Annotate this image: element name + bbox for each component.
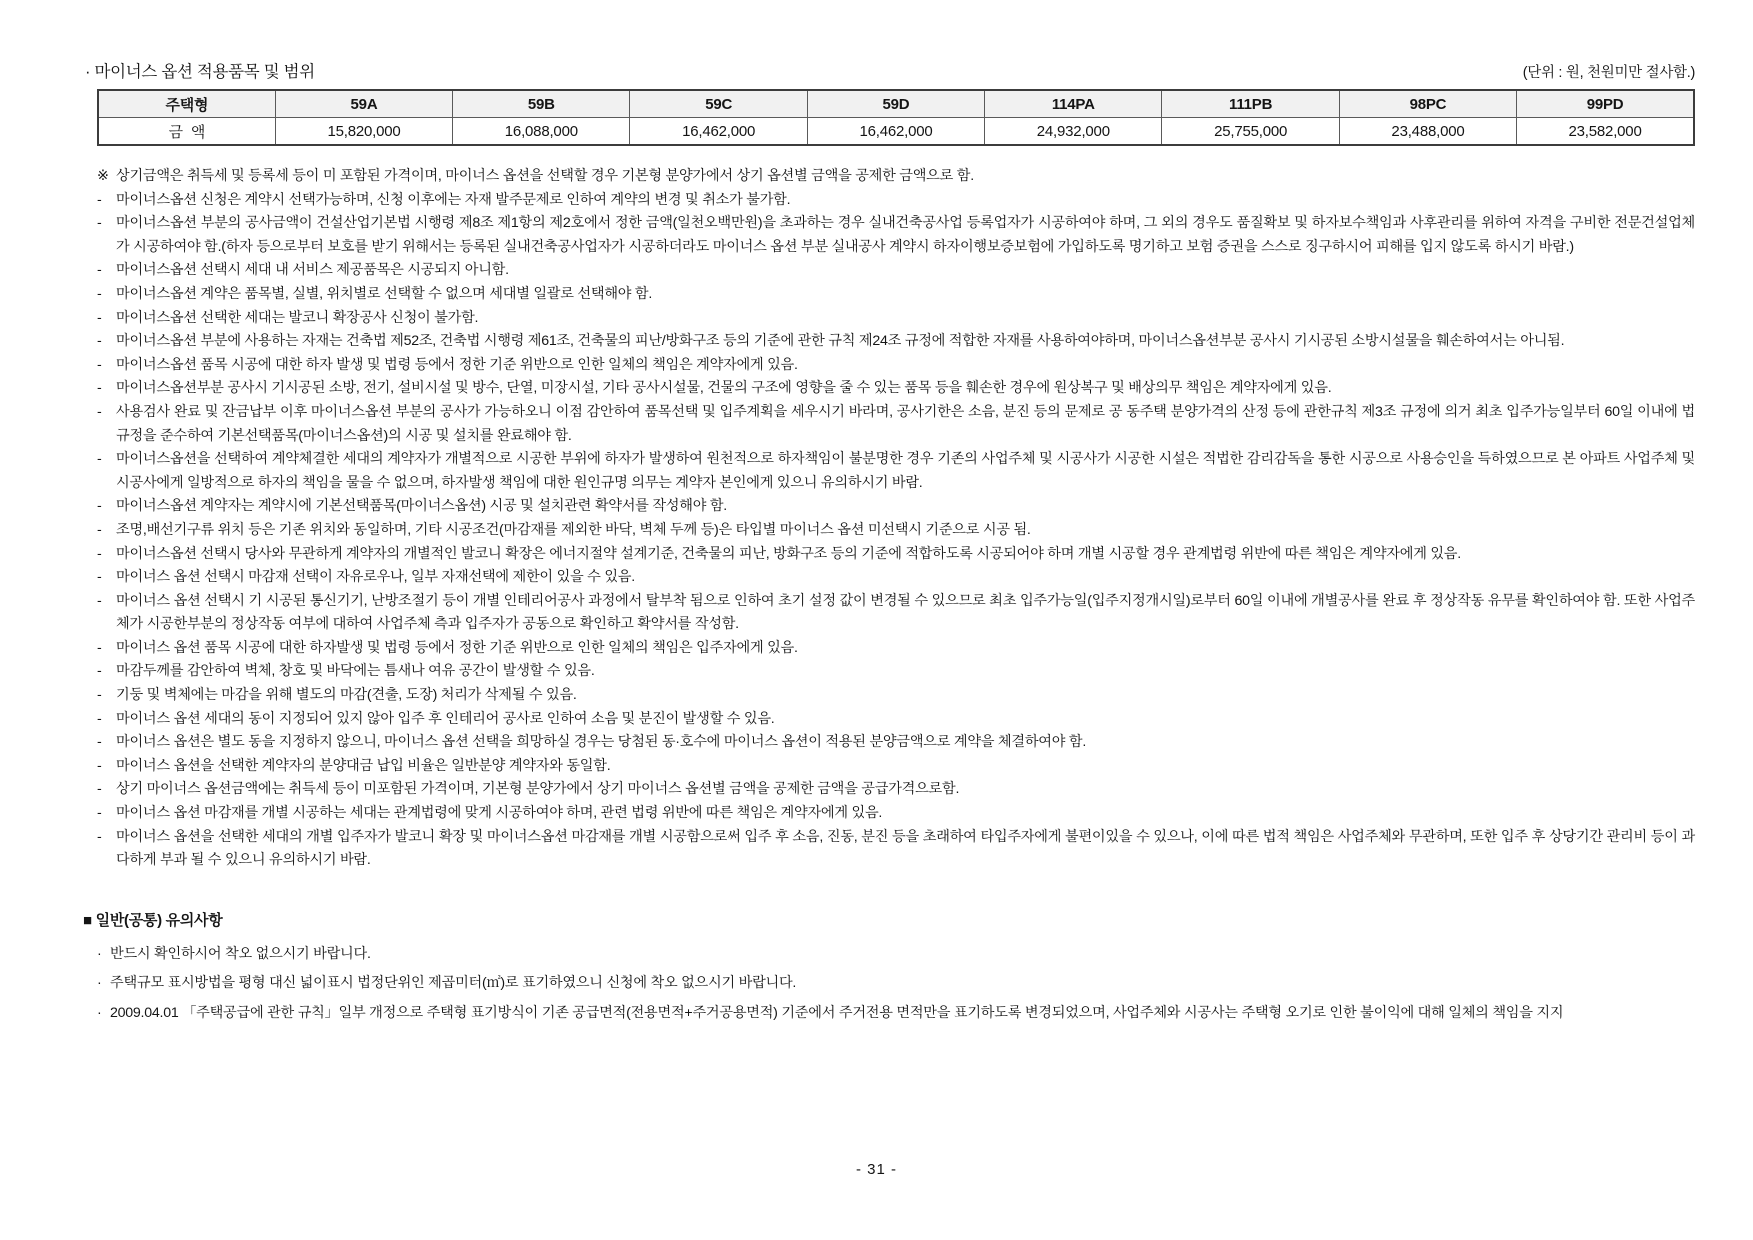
note-marker: - xyxy=(97,663,102,680)
note-text: 마이너스옵션 부분에 사용하는 자재는 건축법 제52조, 건축법 시행령 제61조, 건축물의 피난/방화구조 등의 기준에 관한 규칙 제24조 규정에 적합한 자재를 사용하여야하며, 마이너스옵션부분 공사시 기시공된 소방시설물을 훼손하여서는 아니됨. xyxy=(116,333,1565,350)
note-item xyxy=(97,637,1695,661)
note-text: 마이너스옵션 품목 시공에 대한 하자 발생 및 법령 등에서 정한 기준 위반으로 인한 일체의 책임은 계약자에게 있음. xyxy=(116,356,798,373)
note-item xyxy=(97,543,1695,567)
note-marker: - xyxy=(97,592,102,609)
table-header-row xyxy=(98,90,1694,118)
note-text: 마이너스옵션 계약자는 계약시에 기본선택품목(마이너스옵션) 시공 및 설치관련 확약서를 작성해야 함. xyxy=(116,498,727,515)
note-item xyxy=(97,448,1695,495)
amount-cell-111pb: 25,755,000 xyxy=(1162,118,1339,146)
note-item xyxy=(97,189,1695,213)
table-amount-row xyxy=(98,118,1694,146)
note-item xyxy=(97,731,1695,755)
note-text: 사용검사 완료 및 잔금납부 이후 마이너스옵션 부분의 공사가 가능하오니 이점 감안하여 품목선택 및 입주계획을 세우시기 바라며, 공사기한은 소음, 분진 등의 문제로 공 동주택 분양가격의 산정 등에 관한규칙 제3조 규정에 의거 최초 입주가능일부터 60일 이내에 법규정을 준수하여 기본선택품목(마이너스옵션)의 시공 및 설치를 완료해야 함. xyxy=(116,403,1695,444)
general-item xyxy=(97,969,1695,999)
note-marker: - xyxy=(97,828,102,845)
note-marker: - xyxy=(97,333,102,350)
col-header-99pd: 99PD xyxy=(1517,90,1694,118)
note-item xyxy=(97,566,1695,590)
general-items-list xyxy=(97,940,1695,1029)
note-marker: - xyxy=(97,734,102,751)
note-item xyxy=(97,259,1695,283)
note-item xyxy=(97,165,1695,189)
col-header-114pa: 114PA xyxy=(985,90,1162,118)
amount-cell-98pc: 23,488,000 xyxy=(1339,118,1516,146)
note-text: 조명,배선기구류 위치 등은 기존 위치와 동일하며, 기타 시공조건(마감재를 제외한 바닥, 벽체 두께 등)은 타입별 마이너스 옵션 미선택시 기준으로 시공 됨. xyxy=(116,521,1031,538)
note-marker: - xyxy=(97,215,102,232)
note-marker: - xyxy=(97,380,102,397)
note-marker: - xyxy=(97,285,102,302)
note-item xyxy=(97,660,1695,684)
col-header-111pb: 111PB xyxy=(1162,90,1339,118)
col-header-59a: 59A xyxy=(275,90,452,118)
note-item xyxy=(97,495,1695,519)
general-item-marker: · xyxy=(97,1004,102,1021)
note-text: 마감두께를 감안하여 벽체, 창호 및 바닥에는 틈새나 여유 공간이 발생할 수 있음. xyxy=(116,663,595,680)
note-text: 마이너스옵션 선택시 세대 내 서비스 제공품목은 시공되지 아니함. xyxy=(116,262,509,279)
note-text: 마이너스 옵션을 선택한 계약자의 분양대금 납입 비율은 일반분양 계약자와 동일함. xyxy=(116,757,611,774)
note-text: 마이너스 옵션은 별도 동을 지정하지 않으니, 마이너스 옵션 선택을 희망하실 경우는 당첨된 동·호수에 마이너스 옵션이 적용된 분양금액으로 계약을 체결하여야 함. xyxy=(116,734,1087,751)
note-text: 상기 마이너스 옵션금액에는 취득세 등이 미포함된 가격이며, 기본형 분양가에서 상기 마이너스 옵션별 금액을 공제한 금액을 공급가격으로함. xyxy=(116,781,960,798)
note-item xyxy=(97,401,1695,448)
note-item xyxy=(97,826,1695,873)
general-item-marker: · xyxy=(97,975,102,992)
note-marker: - xyxy=(97,309,102,326)
note-text: 마이너스 옵션 마감재를 개별 시공하는 세대는 관계법령에 맞게 시공하여야 하며, 관련 법령 위반에 따른 책임은 계약자에게 있음. xyxy=(116,805,883,822)
general-item-text: 2009.04.01 「주택공급에 관한 규칙」일부 개정으로 주택형 표기방식이 기존 공급면적(전용면적+주거공용면적) 기준에서 주거전용 면적만을 표기하도록 변경되었으며, 사업주체와 시공사는 주택형 오기로 인한 불이익에 대해 일체의 책임을 지지 xyxy=(110,1004,1564,1021)
note-item xyxy=(97,307,1695,331)
note-marker: - xyxy=(97,498,102,515)
amount-cell-114pa: 24,932,000 xyxy=(985,118,1162,146)
note-item xyxy=(97,354,1695,378)
general-section-title: ■ 일반(공통) 유의사항 xyxy=(83,911,223,929)
note-marker: - xyxy=(97,805,102,822)
note-marker: - xyxy=(97,521,102,538)
note-marker: - xyxy=(97,545,102,562)
note-item xyxy=(97,802,1695,826)
amount-cell-99pd: 23,582,000 xyxy=(1517,118,1694,146)
col-header-59c: 59C xyxy=(630,90,807,118)
note-text: 마이너스 옵션 선택시 마감재 선택이 자유로우나, 일부 자재선택에 제한이 있을 수 있음. xyxy=(116,569,635,586)
note-item xyxy=(97,330,1695,354)
section-header-row xyxy=(85,58,1695,82)
amount-cell-59b: 16,088,000 xyxy=(453,118,630,146)
col-header-59d: 59D xyxy=(807,90,984,118)
general-item-marker: · xyxy=(97,945,102,962)
unit-note: (단위 : 원, 천원미만 절사함.) xyxy=(1522,65,1695,81)
note-text: 마이너스옵션 선택시 당사와 무관하게 계약자의 개별적인 발코니 확장은 에너지절약 설계기준, 건축물의 피난, 방화구조 등의 기준에 적합하도록 시공되어야 하며 개별 시공할 경우 관계법령 위반에 따른 책임은 계약자에게 있음. xyxy=(116,545,1461,562)
amount-cell-59c: 16,462,000 xyxy=(630,118,807,146)
note-marker: - xyxy=(97,639,102,656)
note-text: 마이너스 옵션을 선택한 세대의 개별 입주자가 발코니 확장 및 마이너스옵션 마감재를 개별 시공함으로써 입주 후 소음, 진동, 분진 등을 초래하여 타입주자에게 불편이있을 수 있으나, 이에 따른 법적 책임은 사업주체와 무관하며, 또한 입주 후 상당기간 관리비 등이 과다하게 부과 될 수 있으니 유의하시기 바람. xyxy=(116,828,1695,869)
note-marker: - xyxy=(97,356,102,373)
note-marker: - xyxy=(97,262,102,279)
note-marker: - xyxy=(97,569,102,586)
amount-cell-59d: 16,462,000 xyxy=(807,118,984,146)
note-text: 상기금액은 취득세 및 등록세 등이 미 포함된 가격이며, 마이너스 옵션을 선택할 경우 기본형 분양가에서 상기 옵션별 금액을 공제한 금액으로 함. xyxy=(116,168,974,184)
note-item xyxy=(97,212,1695,259)
note-text: 마이너스 옵션 품목 시공에 대한 하자발생 및 법령 등에서 정한 기준 위반으로 인한 일체의 책임은 입주자에게 있음. xyxy=(116,639,798,656)
note-text: 마이너스옵션 부분의 공사금액이 건설산업기본법 시행령 제8조 제1항의 제2호에서 정한 금액(일천오백만원)을 초과하는 경우 실내건축공사업 등록업자가 시공하여야 하며, 그 외의 경우도 품질확보 및 하자보수책임과 사후관리를 위하여 자격을 구비한 전문건설업체가 시공하여야 함.(하자 등으로부터 보호를 받기 위해서는 등록된 실내건축공사업자가 시공하더라도 마이너스 옵션 부분 실내공사 계약시 하자이행보증보험에 가입하도록 명기하고 보험 증권을 스스로 징구하시어 피해를 입지 않도록 하시기 바람.) xyxy=(116,215,1695,255)
note-text: 마이너스옵션 신청은 계약시 선택가능하며, 신청 이후에는 자재 발주문제로 인하여 계약의 변경 및 취소가 불가함. xyxy=(116,191,791,208)
note-item xyxy=(97,519,1695,543)
general-item xyxy=(97,999,1695,1029)
general-item-text: 주택규모 표시방법을 평형 대신 넓이표시 법정단위인 제곱미터(㎡)로 표기하였으니 신청에 착오 없으시기 바랍니다. xyxy=(110,975,797,992)
note-item xyxy=(97,684,1695,708)
note-item xyxy=(97,377,1695,401)
note-item xyxy=(97,283,1695,307)
note-item xyxy=(97,778,1695,802)
note-marker: - xyxy=(97,710,102,727)
col-header-housing-type: 주택형 xyxy=(98,90,275,118)
note-text: 마이너스옵션 계약은 품목별, 실별, 위치별로 선택할 수 없으며 세대별 일괄로 선택해야 함. xyxy=(116,285,653,302)
section-title: · 마이너스 옵션 적용품목 및 범위 xyxy=(85,63,315,81)
note-marker: - xyxy=(97,403,102,420)
note-text: 마이너스옵션부분 공사시 기시공된 소방, 전기, 설비시설 및 방수, 단열, 미장시설, 기타 공사시설물, 건물의 구조에 영향을 줄 수 있는 품목 등을 훼손한 경우에 원상복구 및 배상의무 책임은 계약자에게 있음. xyxy=(116,380,1332,397)
general-notice-section xyxy=(83,909,1695,1029)
page-number: - 31 - xyxy=(855,1161,897,1178)
note-marker: - xyxy=(97,757,102,774)
note-marker: - xyxy=(97,687,102,704)
note-marker: - xyxy=(97,781,102,798)
col-header-59b: 59B xyxy=(453,90,630,118)
minus-option-notes-list xyxy=(97,165,1695,873)
note-text: 기둥 및 벽체에는 마감을 위해 별도의 마감(견출, 도장) 처리가 삭제될 수 있음. xyxy=(116,687,577,704)
note-item xyxy=(97,590,1695,637)
note-text: 마이너스 옵션 세대의 동이 지정되어 있지 않아 입주 후 인테리어 공사로 인하여 소음 및 분진이 발생할 수 있음. xyxy=(116,710,775,727)
minus-option-price-table xyxy=(97,89,1695,146)
general-item xyxy=(97,940,1695,970)
general-item-text: 반드시 확인하시어 착오 없으시기 바랍니다. xyxy=(110,945,371,962)
note-text: 마이너스 옵션 선택시 기 시공된 통신기기, 난방조절기 등이 개별 인테리어공사 과정에서 탈부착 됨으로 인하여 초기 설정 값이 변경될 수 있으므로 최초 입주가능일(입주지정개시일)로부터 60일 이내에 개별공사를 완료 후 정상작동 유무를 확인하여야 함. 또한 사업주체가 시공한부분의 정상작동 여부에 대하여 사업주체 측과 입주자가 공동으로 확인하고 확약서를 작성함. xyxy=(116,592,1695,633)
note-marker: ※ xyxy=(97,168,109,184)
note-text: 마이너스옵션을 선택하여 계약체결한 세대의 계약자가 개별적으로 시공한 부위에 하자가 발생하여 원천적으로 하자책임이 불분명한 경우 기존의 사업주체 및 시공사가 시공한 시설은 적법한 감리감독을 통한 시공으로 사용승인을 득하였으므로 본 아파트 사업주체 및 시공사에게 일방적으로 하자의 책임을 물을 수 없으며, 하자발생 책임에 대한 원인규명 의무는 계약자 본인에게 있으니 유의하시기 바람. xyxy=(116,451,1695,491)
col-header-98pc: 98PC xyxy=(1339,90,1516,118)
note-item xyxy=(97,755,1695,779)
note-marker: - xyxy=(97,451,102,468)
row-label-amount: 금 액 xyxy=(98,118,275,146)
note-item xyxy=(97,708,1695,732)
note-text: 마이너스옵션 선택한 세대는 발코니 확장공사 신청이 불가함. xyxy=(116,309,479,326)
note-marker: - xyxy=(97,191,102,208)
amount-cell-59a: 15,820,000 xyxy=(275,118,452,146)
